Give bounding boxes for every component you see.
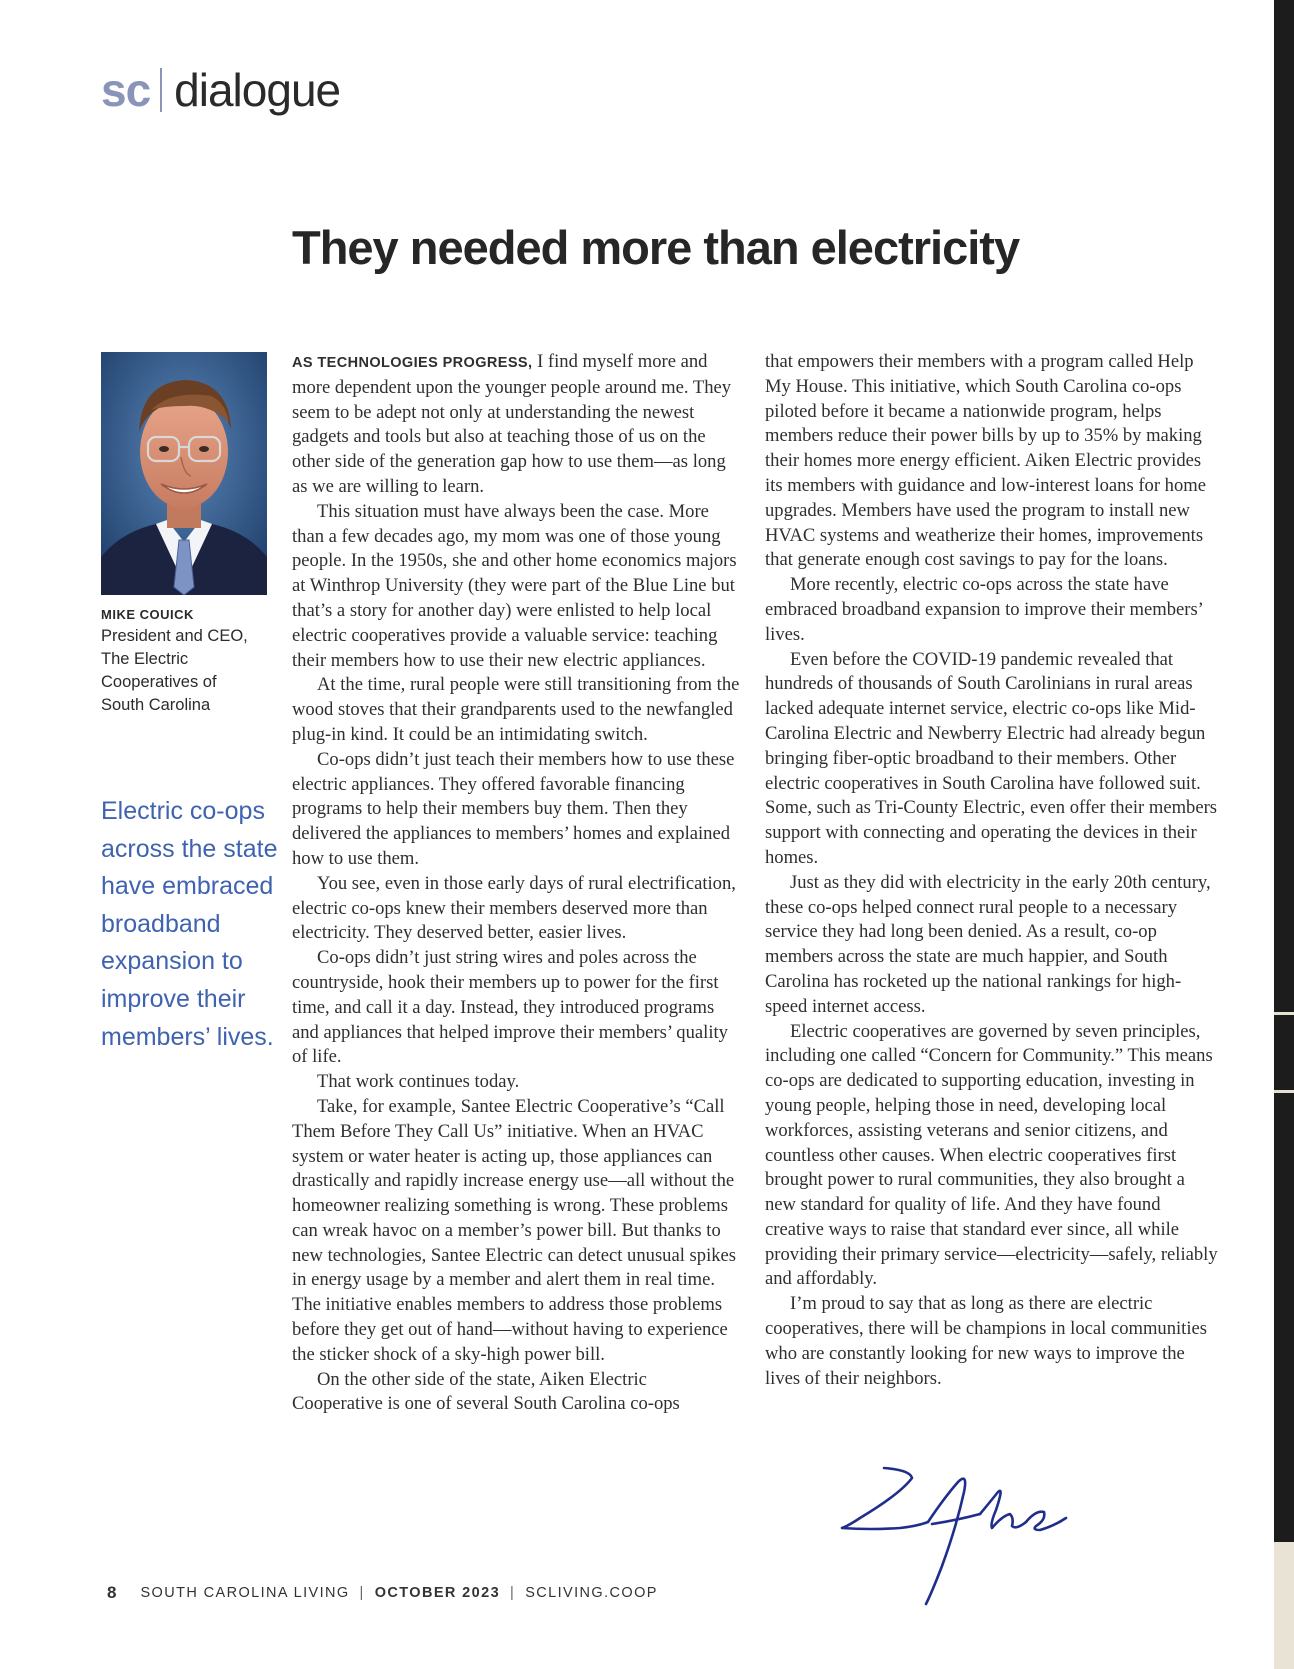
issue-date: OCTOBER 2023 (374, 1585, 501, 1601)
section-header (101, 62, 340, 118)
website-link[interactable]: SCLIVING.COOP (525, 1585, 658, 1601)
section-label: dialogue (174, 64, 341, 116)
section-divider (160, 68, 162, 112)
article-paragraph: Co-ops didn’t just teach their members how to use these electric appliances. They offered favorable financing programs to help their members buy them. Then they delivered the appliances to members’ homes and explained how to use them. (292, 748, 735, 869)
article-paragraph: that empowers their members with a program called Help My House. This initiative, which South Carolina co-ops piloted before it became a nationwide program, helps members reduce their power bills by up to 35% by making their homes more energy efficient. Aiken Electric provides its members with guidance and low-interest loans for home upgrades. Members have used the program to install new HVAC systems and weatherize their homes, improvements that generate enough cost savings to pay for the loans. (765, 351, 1206, 571)
page-footer (107, 1583, 658, 1603)
page-edge-notch (1274, 1090, 1294, 1093)
article-paragraph: Co-ops didn’t just string wires and poles across the countryside, hook their members up to power for the first time, and call it a day. Instead, they introduced programs and appliances that helped improve their members’ quality of life. (292, 947, 728, 1068)
footer-separator: | (359, 1585, 365, 1601)
author-byline (101, 605, 276, 717)
article-paragraph: That work continues today. (317, 1071, 520, 1093)
article-paragraph-text: I find myself more and more dependent upon the younger people around me. They seem to be adept not only at understanding the newest gadgets and tools but also at teaching those of us on the other side of the generation gap how to use them—as long as we are willing to learn. (292, 351, 732, 497)
page-edge-notch (1274, 1542, 1294, 1669)
author-title (101, 625, 276, 717)
author-title-line: President and CEO, (101, 627, 248, 645)
author-title-line: The Electric (101, 650, 189, 668)
article-paragraph: I’m proud to say that as long as there are electric cooperatives, there will be champions in local communities who are constantly looking for new ways to improve the lives of their neighbors. (765, 1293, 1207, 1389)
article-paragraph: At the time, rural people were still transitioning from the wood stoves that their grandparents used to the newfangled plug-in kind. It could be an intimidating switch. (292, 674, 740, 745)
author-name: MIKE COUICK (101, 607, 194, 622)
article-paragraph: Take, for example, Santee Electric Cooperative’s “Call Them Before They Call Us” initiative. When an HVAC system or water heater is acting up, those appliances can drastically and rapidly increase energy use—all without the homeowner realizing something is wrong. These problems can wreak havoc on a member’s power bill. But thanks to new technologies, Santee Electric can detect unusual spikes in energy usage by a member and alert them in real time. The initiative enables members to address those problems before they get out of hand—without having to experience the sticker shock of a sky-high power bill. (292, 1095, 737, 1365)
footer-separator: | (510, 1585, 516, 1601)
author-title-line: South Carolina (101, 696, 211, 714)
article-paragraph: Electric cooperatives are governed by seven principles, including one called “Concern for Community.” This means co-ops are dedicated to supporting education, investing in young people, helping those in need, developing local workforces, assisting veterans and senior citizens, and countless other causes. When electric cooperatives first brought power to rural communities, they also brought a new standard for quality of life. And they have found creative ways to raise that standard ever since, all while providing their primary service—electricity—safely, reliably and affordably. (765, 1020, 1218, 1290)
article-paragraph: You see, even in those early days of rural electrification, electric co-ops knew their members deserved more than electricity. They deserved better, easier lives. (292, 872, 736, 944)
page-number: 8 (107, 1583, 117, 1602)
pull-quote: Electric co-ops across the state have embraced broadband expansion to improve their members’ lives. (101, 797, 278, 1051)
author-portrait-photo (101, 352, 267, 595)
page-edge-notch (1274, 1012, 1294, 1015)
author-signature (840, 1458, 1070, 1608)
article-paragraph: Even before the COVID-19 pandemic revealed that hundreds of thousands of South Carolinians in rural areas lacked adequate internet service, electric co-ops like Mid-Carolina Electric and Newberry Electric had already begun bringing fiber-optic broadband to their members. Other electric cooperatives in South Carolina have followed suit. Some, such as Tri-County Electric, even offer their members support with connecting and operating the devices in their homes. (765, 648, 1218, 868)
article-headline: They needed more than electricity (292, 221, 1020, 274)
article-paragraph: This situation must have always been the case. More than a few decades ago, my mom was one of those young people. In the 1950s, she and other home economics majors at Winthrop University (they were part of the Blue Line but that’s a story for another day) were enlisted to help local electric cooperatives provide a valuable service: teaching their members how to use their new electric appliances. (292, 500, 737, 671)
article-column-2 (765, 350, 1220, 1391)
section-abbr: sc (101, 64, 151, 116)
article-paragraph: On the other side of the state, Aiken Electric Cooperative is one of several South Carolina co-ops (292, 1368, 680, 1415)
page-edge-bar (1274, 0, 1294, 1669)
article-paragraph: Just as they did with electricity in the early 20th century, these co-ops helped connect rural people to a necessary service they had long been denied. As a result, co-op members across the state are much happier, and South Carolina has rocketed up the national rankings for high-speed internet access. (765, 871, 1211, 1017)
article-column-1 (292, 350, 742, 1417)
article-paragraph (292, 350, 742, 500)
author-title-line: Cooperatives of (101, 673, 217, 691)
publication-name: SOUTH CAROLINA LIVING (140, 1585, 350, 1601)
article-paragraph: More recently, electric co-ops across the state have embraced broadband expansion to improve their members’ lives. (765, 574, 1203, 645)
article-lead-in: AS TECHNOLOGIES PROGRESS, (292, 355, 533, 371)
